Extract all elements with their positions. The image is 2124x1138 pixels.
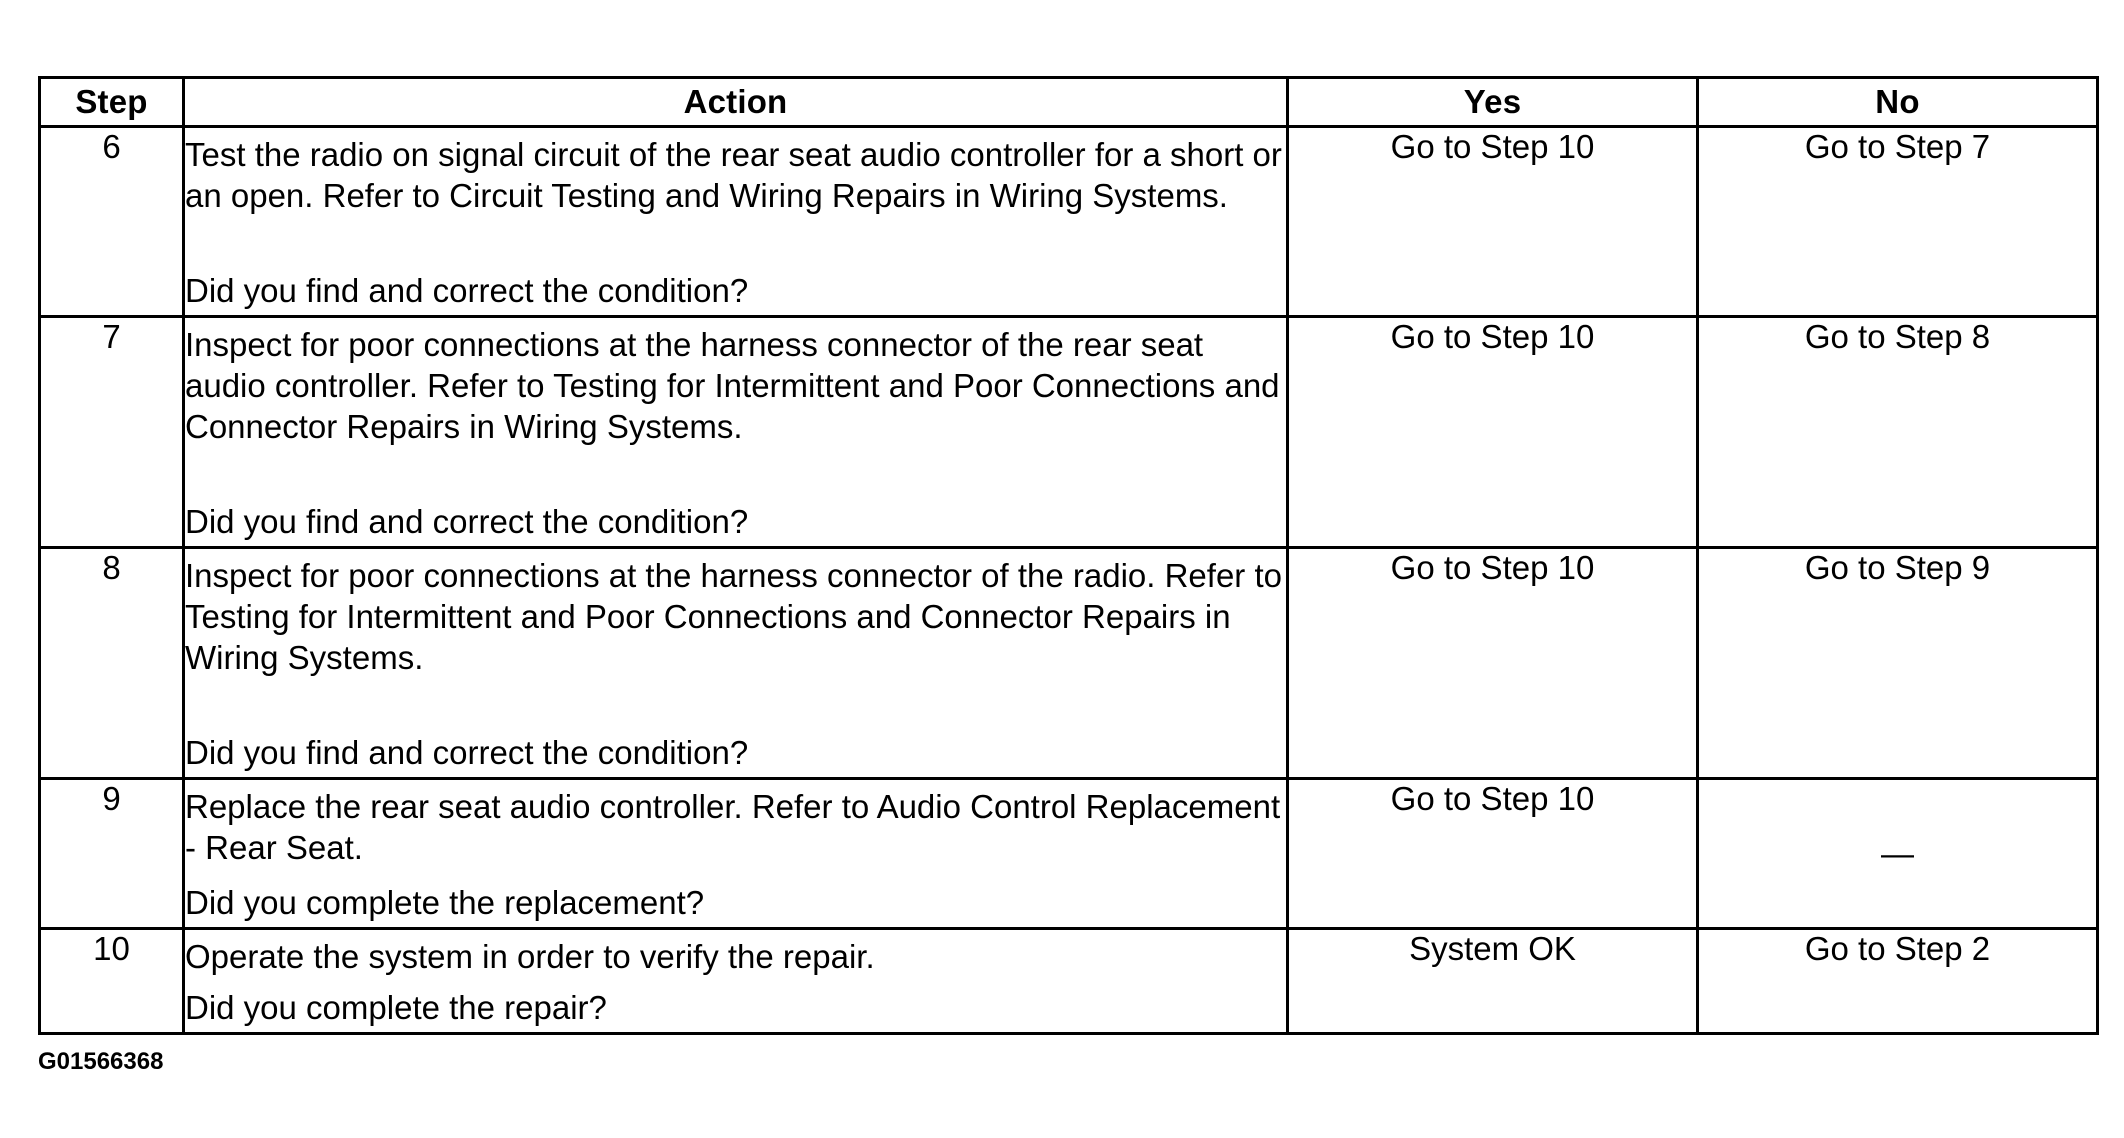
yes-result: Go to Step 10 xyxy=(1288,317,1698,548)
action-cell xyxy=(184,929,1288,1034)
step-number: 10 xyxy=(40,929,184,1034)
action-text: Inspect for poor connections at the harness connector of the radio. Refer to Testing for Intermittent and Poor Connections and Connector Repairs in Wiring Systems. xyxy=(185,557,1282,676)
yes-result: Go to Step 10 xyxy=(1288,779,1698,929)
action-cell xyxy=(184,127,1288,317)
no-result: — xyxy=(1698,779,2098,929)
action-question: Did you complete the replacement? xyxy=(185,884,705,921)
action-question: Did you find and correct the condition? xyxy=(185,272,749,309)
action-text: Test the radio on signal circuit of the rear seat audio controller for a short or an open. Refer to Circuit Testing and Wiring Repairs in Wiring Systems. xyxy=(185,136,1282,214)
action-question: Did you find and correct the condition? xyxy=(185,503,749,540)
header-step: Step xyxy=(40,78,184,127)
header-row xyxy=(40,78,2098,127)
yes-result: System OK xyxy=(1288,929,1698,1034)
action-question: Did you complete the repair? xyxy=(185,989,607,1026)
action-question: Did you find and correct the condition? xyxy=(185,734,749,771)
step-number: 9 xyxy=(40,779,184,929)
no-result: Go to Step 2 xyxy=(1698,929,2098,1034)
no-result: Go to Step 9 xyxy=(1698,548,2098,779)
action-text: Inspect for poor connections at the harness connector of the rear seat audio controller. Refer to Testing for Intermittent and Poor Connections and Connector Repairs in Wiring Systems. xyxy=(185,326,1280,445)
step-number: 6 xyxy=(40,127,184,317)
table-row xyxy=(40,127,2098,317)
action-cell xyxy=(184,779,1288,929)
step-number: 7 xyxy=(40,317,184,548)
action-cell xyxy=(184,548,1288,779)
table-row xyxy=(40,929,2098,1034)
diagnostic-document xyxy=(38,76,2096,1035)
no-result: Go to Step 7 xyxy=(1698,127,2098,317)
action-text: Operate the system in order to verify the repair. xyxy=(185,938,875,975)
table-row xyxy=(40,548,2098,779)
no-result: Go to Step 8 xyxy=(1698,317,2098,548)
yes-result: Go to Step 10 xyxy=(1288,548,1698,779)
action-cell xyxy=(184,317,1288,548)
diagnostic-table xyxy=(38,76,2099,1035)
figure-code: G01566368 xyxy=(38,1048,164,1075)
header-no: No xyxy=(1698,78,2098,127)
header-yes: Yes xyxy=(1288,78,1698,127)
action-text: Replace the rear seat audio controller. Refer to Audio Control Replacement - Rear Seat. xyxy=(185,788,1281,866)
header-action: Action xyxy=(184,78,1288,127)
table-row xyxy=(40,779,2098,929)
table-row xyxy=(40,317,2098,548)
step-number: 8 xyxy=(40,548,184,779)
yes-result: Go to Step 10 xyxy=(1288,127,1698,317)
